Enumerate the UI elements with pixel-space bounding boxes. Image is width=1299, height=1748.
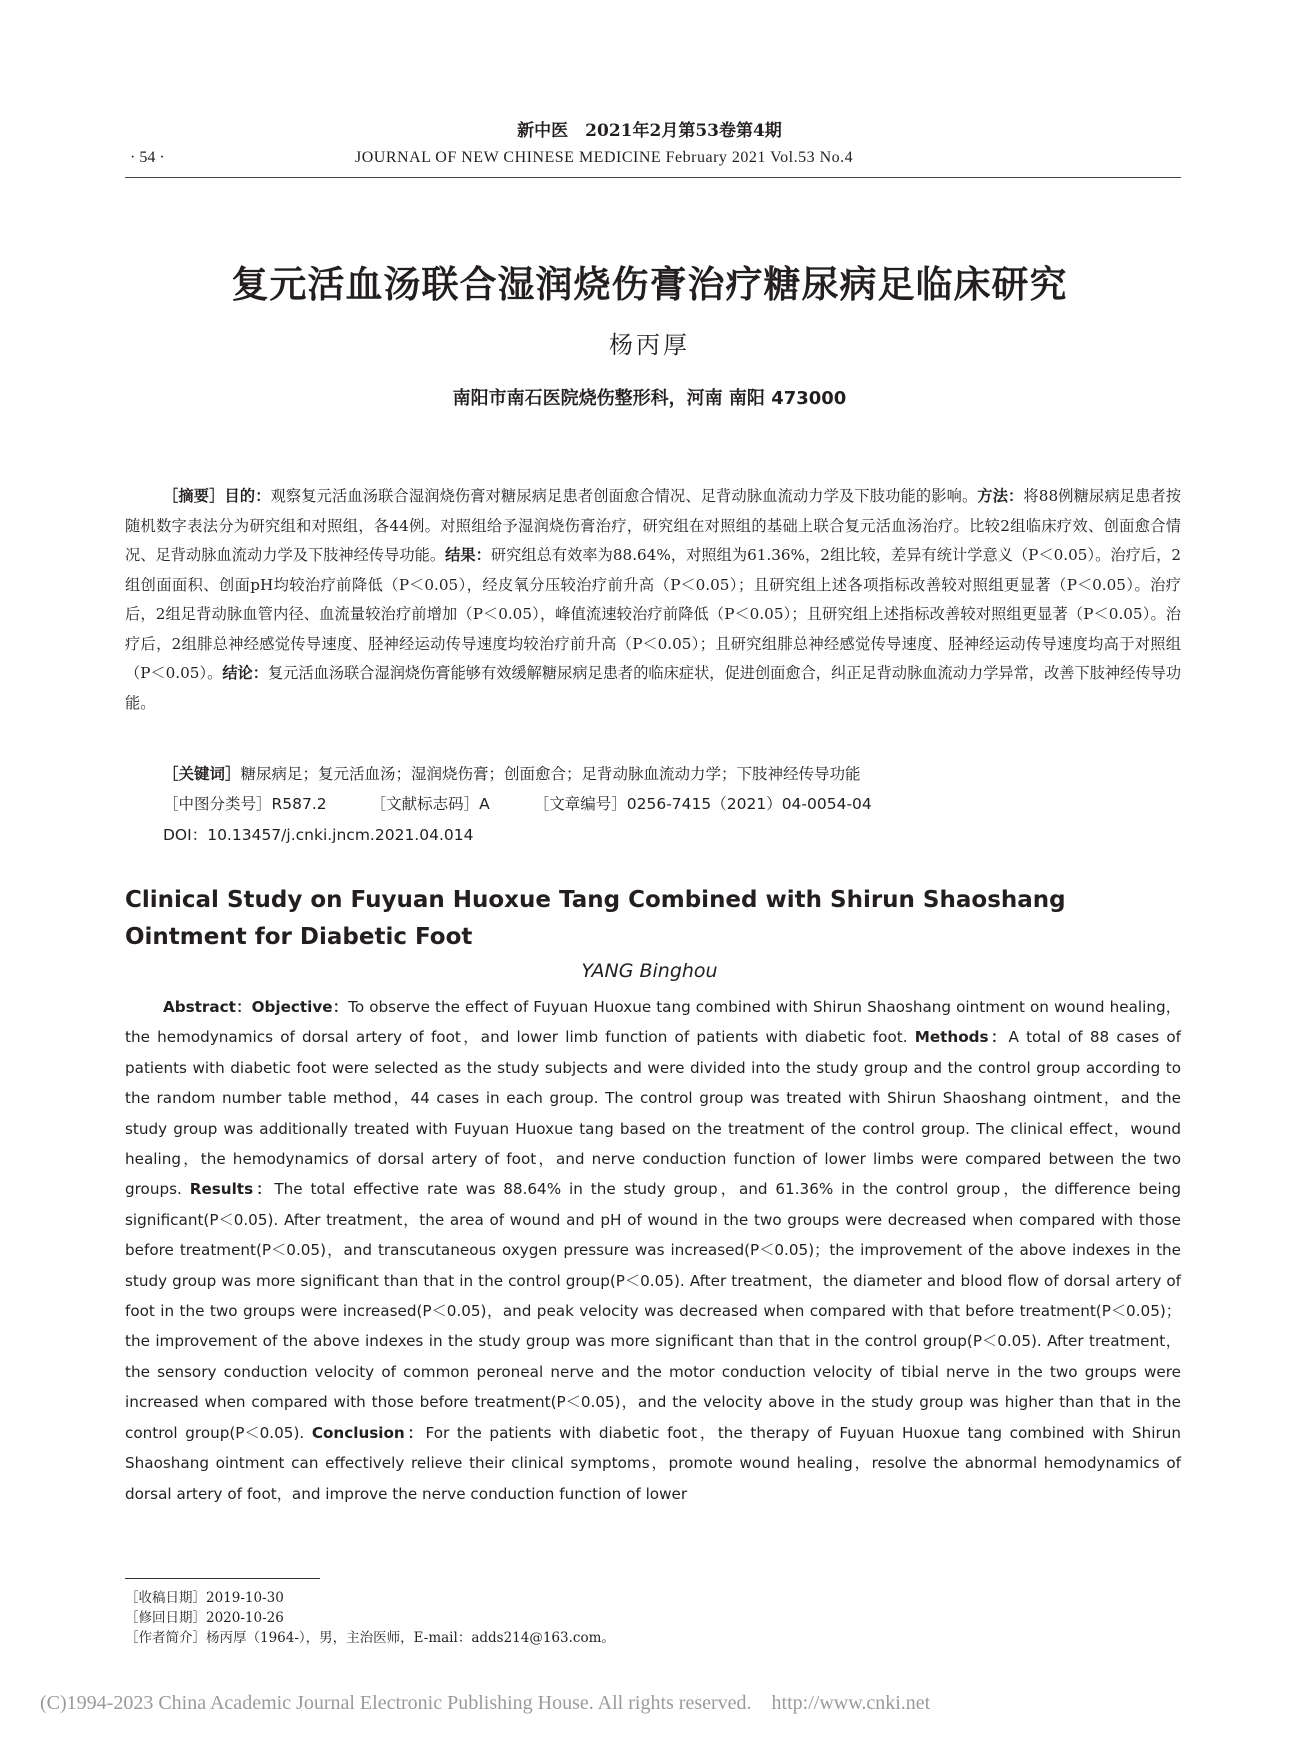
footnote-received: ［收稿日期］2019-10-30 bbox=[125, 1590, 284, 1606]
footnote-revised: ［修回日期］2020-10-26 bbox=[125, 1610, 284, 1626]
objective-label-en: Objective： bbox=[251, 998, 349, 1016]
results-text-cn: 研究组总有效率为88.64%，对照组为61.36%，2组比较，差异有统计学意义（P＜0.05）。治疗后，2组创面面积、创面pH均较治疗前降低（P＜0.05），经皮氧分压较治疗前升高（P＜0.05）；且研究组上述各项指标改善较对照组更显著（P＜0.05）。治疗后，2组足背动脉血管内径、血流量较治疗前增加（P＜0.05），峰值流速较治疗前降低（P＜0.05）；且研究组上述指标改善较对照组更显著（P＜0.05）。治疗后，2组腓总神经感觉传导速度、胫神经运动传导速度均较治疗前升高（P＜0.05）；且研究组腓总神经感觉传导速度、胫神经运动传导速度均高于对照组（P＜0.05）。 bbox=[125, 546, 1182, 682]
methods-label-en: Methods： bbox=[914, 1028, 1009, 1047]
conclusion-label-cn: 结论： bbox=[222, 664, 268, 682]
conclusion-text-cn: 复元活血汤联合湿润烧伤膏能够有效缓解糖尿病足患者的临床症状，促进创面愈合，纠正足背动脉血流动力学异常，改善下肢神经传导功能。 bbox=[125, 664, 1182, 712]
abstract-en bbox=[125, 992, 1181, 1509]
journal-header-cn: 新中医 2021年2月第53卷第4期 bbox=[517, 121, 782, 141]
abstract-cn bbox=[125, 482, 1181, 718]
document-code: ［文献标志码］A bbox=[370, 795, 490, 813]
copyright-notice: (C)1994-2023 China Academic Journal Electronic Publishing House. All rights reserved. http://www.cnki.net bbox=[40, 1692, 931, 1714]
conclusion-label-en: Conclusion： bbox=[311, 1423, 426, 1442]
results-label-cn: 结果： bbox=[445, 546, 491, 564]
header-divider bbox=[125, 177, 1181, 178]
methods-text-cn: 将88例糖尿病足患者按随机数字表法分为研究组和对照组，各44例。对照组给予湿润烧伤膏治疗，研究组在对照组的基础上联合复元活血汤治疗。比较2组临床疗效、创面愈合情况、足背动脉血流动力学及下肢神经传导功能。 bbox=[125, 487, 1182, 564]
methods-text-en: A total of 88 cases of patients with diabetic foot were selected as the study subjects and were divided into the study group and the control group according to the random number table method，44 cases in each group. The control group was treated with Shirun Shaoshang ointment，and the study group was additionally treated with Fuyuan Huoxue tang based on the treatment of the control group. The clinical effect，wound healing，the hemodynamics of dorsal artery of foot，and nerve conduction function of lower limbs were compared between the two groups. bbox=[125, 1028, 1182, 1199]
article-number: ［文章编号］0256-7415（2021）04-0054-04 bbox=[533, 795, 872, 813]
keywords bbox=[163, 762, 861, 784]
footnote-author-bio: ［作者简介］杨丙厚（1964-），男，主治医师，E-mail：adds214@163.com。 bbox=[125, 1630, 615, 1646]
abstract-label-en: Abstract： bbox=[163, 998, 252, 1016]
author-name-en: YANG Binghou bbox=[581, 960, 718, 982]
author-name-cn: 杨丙厚 bbox=[609, 331, 690, 359]
classification-row bbox=[163, 792, 916, 814]
article-title-cn: 复元活血汤联合湿润烧伤膏治疗糖尿病足临床研究 bbox=[231, 262, 1068, 306]
methods-label-cn: 方法： bbox=[977, 487, 1024, 505]
results-label-en: Results： bbox=[189, 1180, 275, 1199]
doi: DOI：10.13457/j.cnki.jncm.2021.04.014 bbox=[163, 826, 474, 844]
journal-header-en: JOURNAL OF NEW CHINESE MEDICINE February 2021 Vol.53 No.4 bbox=[355, 149, 854, 166]
objective-label-cn: 目的： bbox=[224, 487, 271, 505]
affiliation-cn: 南阳市南石医院烧伤整形科，河南 南阳 473000 bbox=[452, 388, 847, 409]
results-text-en: The total effective rate was 88.64% in the study group，and 61.36% in the control group，the difference being significant(P＜0.05). After treatment，the area of wound and pH of wound in the two groups were decreased when compared with those before treatment(P＜0.05)，and transcutaneous oxygen pressure was increased(P＜0.05)；the improvement of the above indexes in the study group was more significant than that in the control group(P＜0.05). After treatment，the diameter and blood flow of dorsal artery of foot in the two groups were increased(P＜0.05)，and peak velocity was decreased when compared with that before treatment(P＜0.05)；the improvement of the above indexes in the study group was more significant than that in the control group(P＜0.05). After treatment，the sensory conduction velocity of common peroneal nerve and the motor conduction velocity of tibial nerve in the two groups were increased when compared with those before treatment(P＜0.05)，and the velocity above in the study group was higher than that in the control group(P＜0.05). bbox=[125, 1180, 1181, 1442]
conclusion-text-en: For the patients with diabetic foot，the therapy of Fuyuan Huoxue tang combined with Shirun Shaoshang ointment can effectively relieve their clinical symptoms，promote wound healing，resolve the abnormal hemodynamics of dorsal artery of foot，and improve the nerve conduction function of lower bbox=[125, 1423, 1181, 1503]
objective-text-en: To observe the effect of Fuyuan Huoxue tang combined with Shirun Shaoshang ointment on wound healing，the hemodynamics of dorsal artery of foot，and lower limb function of patients with diabetic foot. bbox=[125, 998, 1181, 1047]
keywords-label: ［关键词］ bbox=[163, 765, 241, 783]
footnote-divider bbox=[125, 1578, 320, 1579]
objective-text-cn: 观察复元活血汤联合湿润烧伤膏对糖尿病足患者创面愈合情况、足背动脉血流动力学及下肢功能的影响。 bbox=[270, 487, 978, 505]
keywords-text: 糖尿病足；复元活血汤；湿润烧伤膏；创面愈合；足背动脉血流动力学；下肢神经传导功能 bbox=[240, 765, 861, 783]
article-title-en: Clinical Study on Fuyuan Huoxue Tang Combined with Shirun Shaoshang Ointment for Diabetic Foot bbox=[125, 887, 1066, 950]
abstract-label-cn: ［摘要］ bbox=[163, 487, 225, 505]
clc-number: ［中图分类号］R587.2 bbox=[163, 795, 327, 813]
page-number: · 54 · bbox=[130, 149, 165, 166]
